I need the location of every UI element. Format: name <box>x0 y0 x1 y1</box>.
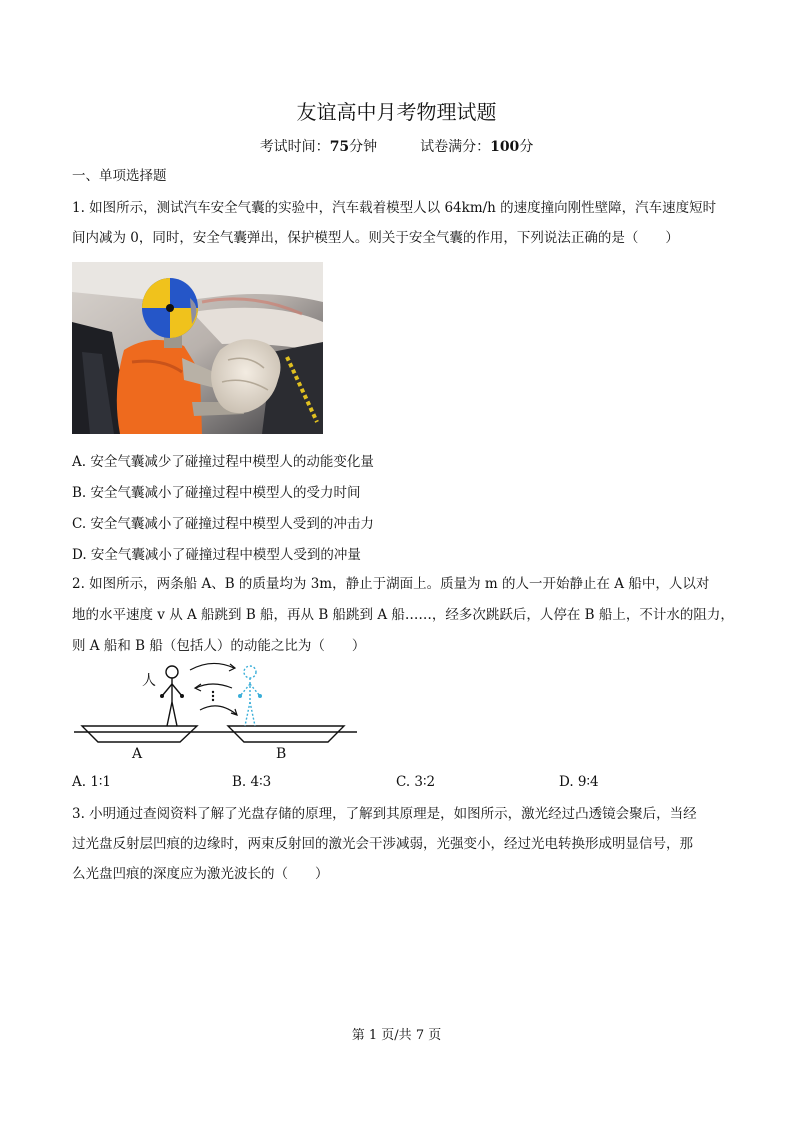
jump-arrow-right <box>190 663 234 670</box>
time-value: 75 <box>329 139 350 155</box>
q1-option-a: A. 安全气囊减少了碰撞过程中模型人的动能变化量 <box>72 454 374 470</box>
q2-line-2: 地的水平速度 v 从 A 船跳到 B 船，再从 B 船跳到 A 船……，经多次跳跃后，人停在 B 船上，不计水的阻力， <box>72 607 734 623</box>
boat-b-label: B <box>276 746 287 762</box>
score-label: 试卷满分： <box>420 139 491 155</box>
airbag-crash-test-photo <box>72 262 323 434</box>
score-unit: 分 <box>519 139 534 155</box>
section-heading: 一、单项选择题 <box>72 168 167 184</box>
jump-arrow-left <box>196 684 232 688</box>
person-dashed-icon <box>240 666 260 726</box>
time-unit: 分钟 <box>349 139 378 155</box>
page-footer: 第 1 页/共 7 页 <box>351 1028 442 1043</box>
person-icon <box>162 666 182 726</box>
exam-title: 友谊高中月考物理试题 <box>296 100 497 124</box>
q2-option-b: B. 4∶3 <box>232 774 272 790</box>
person-label: 人 <box>142 673 156 689</box>
q3-line-1: 3. 小明通过查阅资料了解了光盘存储的原理，了解到其原理是，如图所示，激光经过凸透镜会聚后，当经 <box>72 806 697 822</box>
exam-info <box>0 136 793 156</box>
boat-b-hull <box>228 726 344 742</box>
q2-line-1: 2. 如图所示，两条船 A、B 的质量均为 3m，静止于湖面上。质量为 m 的人一开始静止在 A 船中，人以对 <box>72 576 710 592</box>
q3-line-2: 过光盘反射层凹痕的边缘时，两束反射回的激光会干涉减弱，光强变小，经过光电转换形成明显信号，那 <box>72 836 693 852</box>
boats-jump-diagram <box>72 658 362 766</box>
q2-option-a: A. 1∶1 <box>72 774 112 790</box>
q2-option-d: D. 9∶4 <box>559 774 599 790</box>
q2-option-c: C. 3∶2 <box>396 774 436 790</box>
boat-a-hull <box>82 726 197 742</box>
q1-option-d: D. 安全气囊减小了碰撞过程中模型人受到的冲量 <box>72 547 361 563</box>
jump-arrow-right-2 <box>200 706 236 714</box>
q3-line-3: 么光盘凹痕的深度应为激光波长的（ ） <box>72 866 329 882</box>
boat-a-label: A <box>132 746 143 762</box>
score-value: 100 <box>490 139 520 155</box>
q2-line-3: 则 A 船和 B 船（包括人）的动能之比为（ ） <box>72 638 366 654</box>
q1-option-c: C. 安全气囊减小了碰撞过程中模型人受到的冲击力 <box>72 516 374 532</box>
q1-line-1: 1. 如图所示，测试汽车安全气囊的实验中，汽车载着模型人以 64km/h 的速度撞向刚性壁障，汽车速度短时 <box>72 200 717 216</box>
q1-option-b: B. 安全气囊减小了碰撞过程中模型人的受力时间 <box>72 485 361 501</box>
time-label: 考试时间： <box>259 139 330 155</box>
q1-line-2: 间内减为 0，同时，安全气囊弹出，保护模型人。则关于安全气囊的作用，下列说法正确的是（ ） <box>72 230 679 246</box>
